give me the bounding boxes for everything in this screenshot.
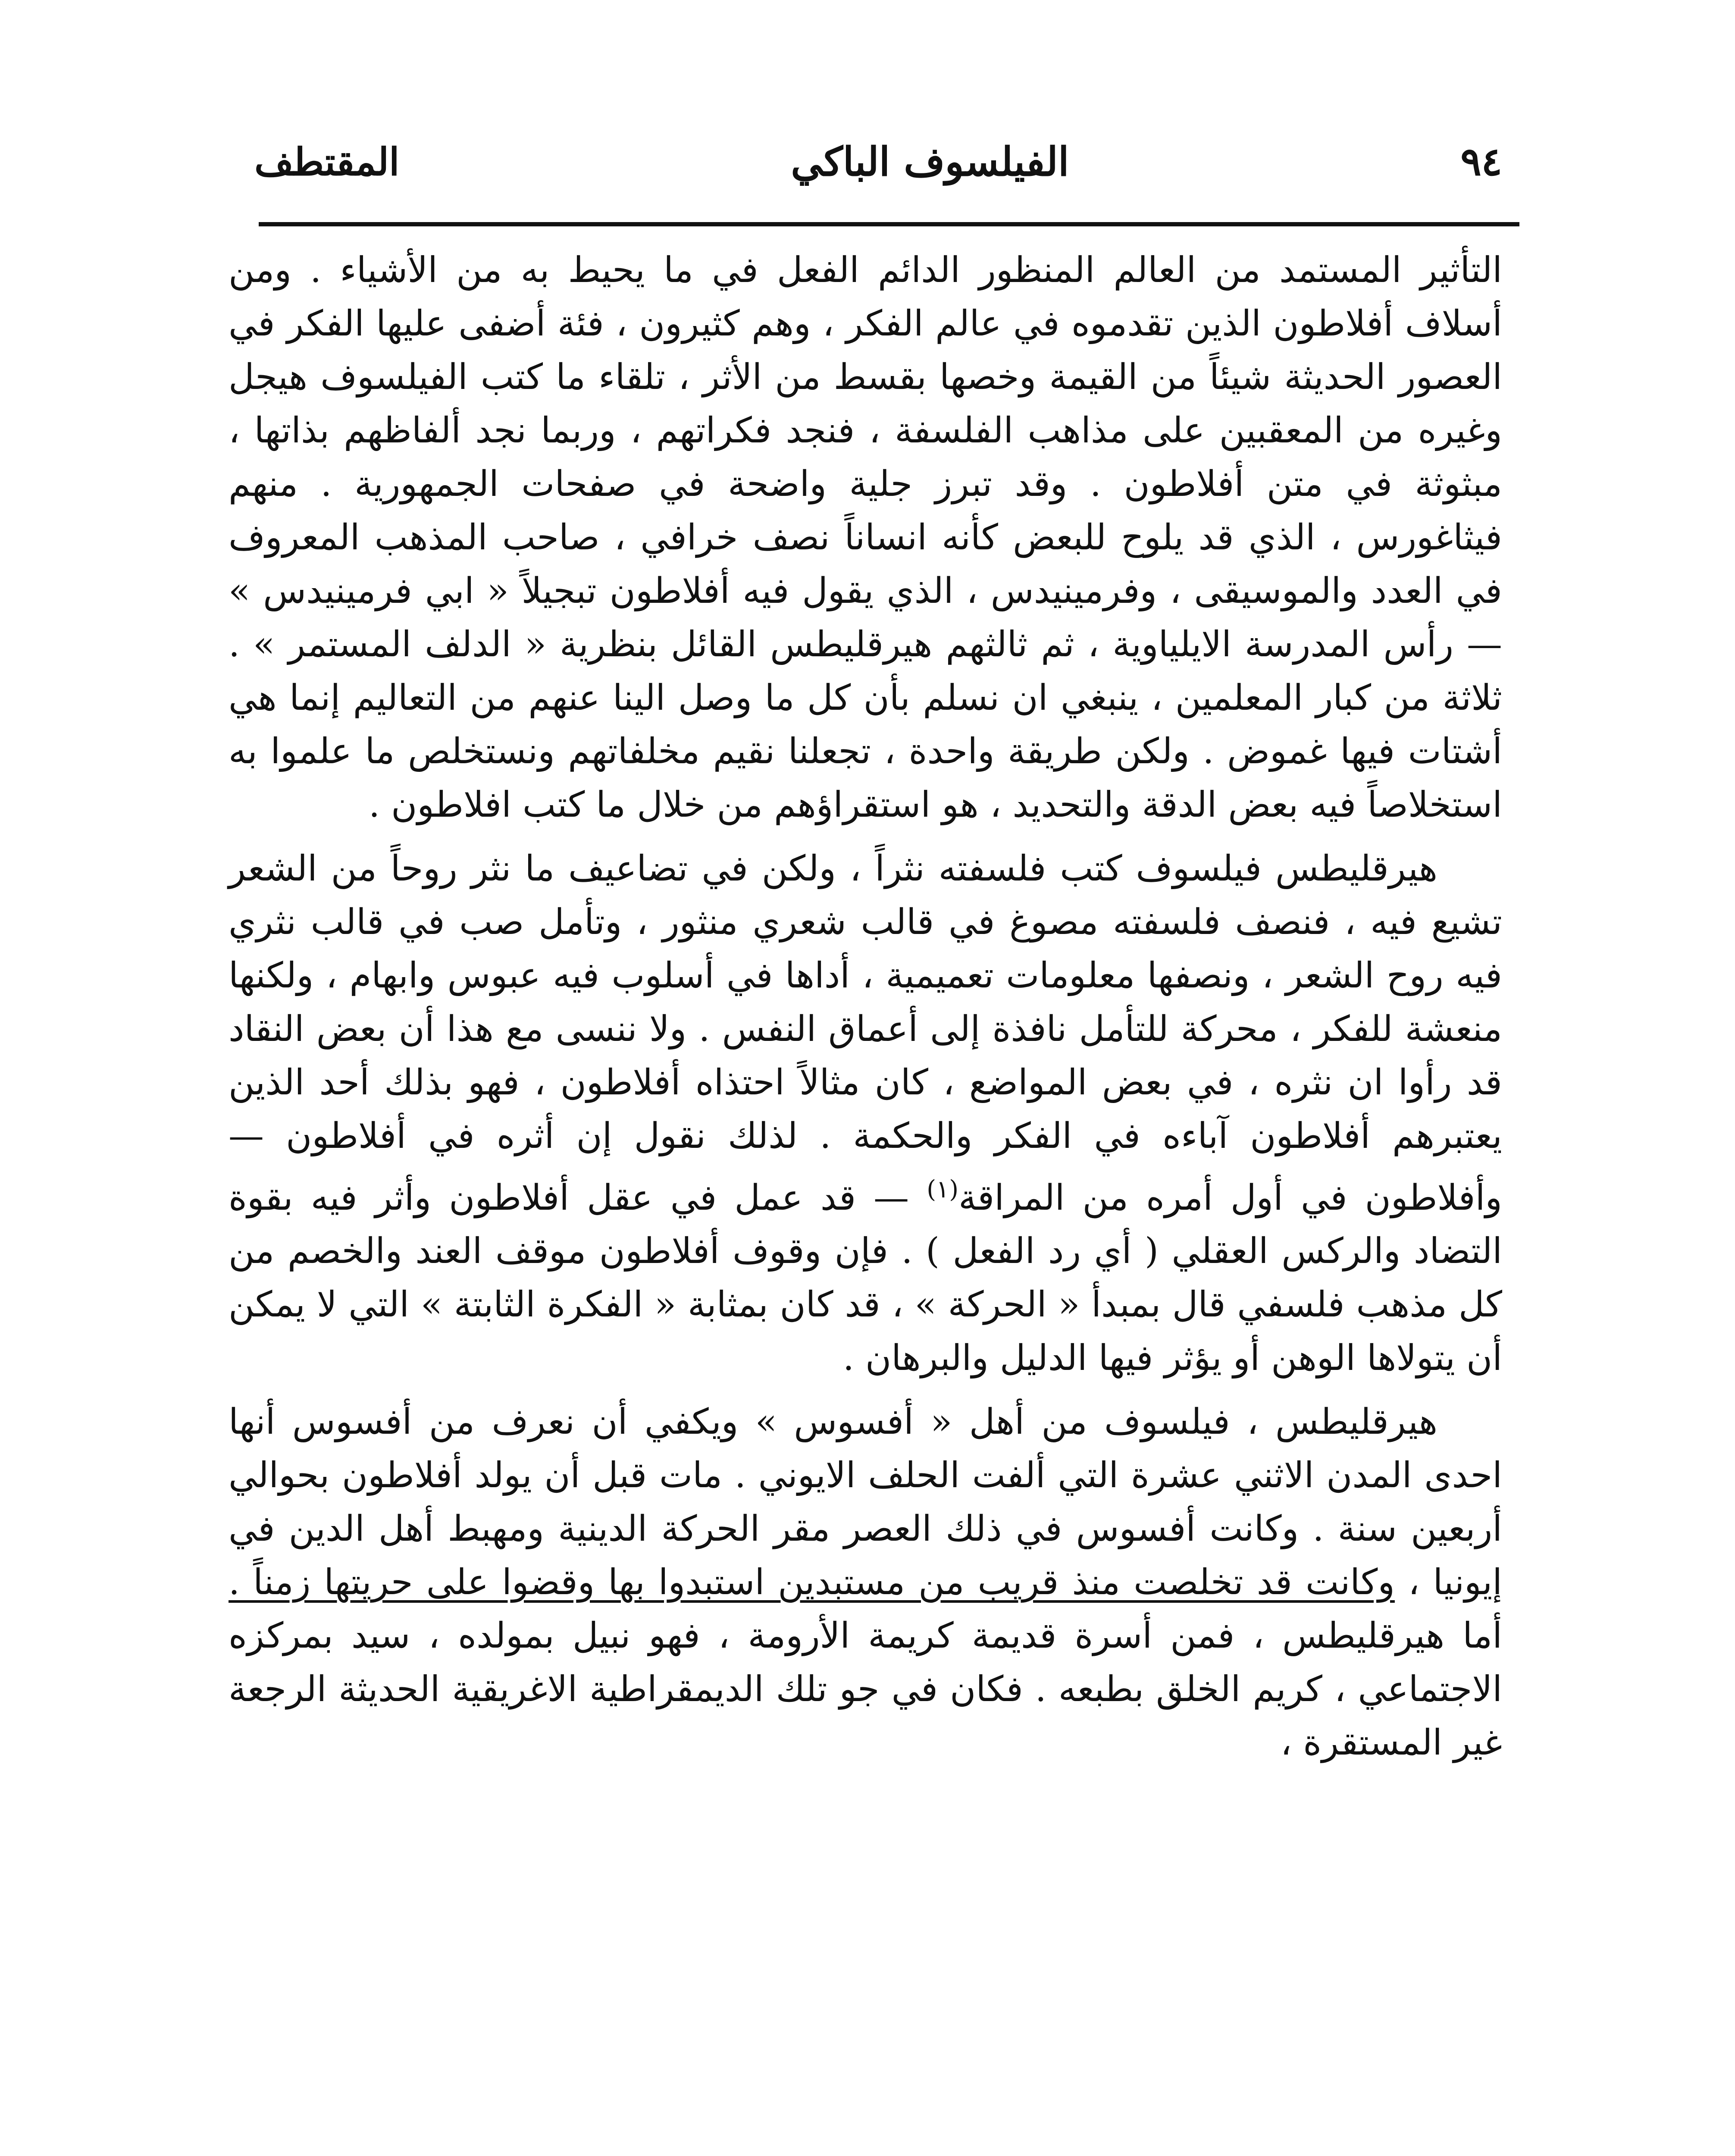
footnote-reference: (١): [927, 1175, 959, 1203]
paragraph-3: [229, 1395, 1502, 1770]
underlined-sentence: وكانت قد تخلصت منذ قريب من مستبدين استبدوا بها وقضوا على حريتها زمناً .: [229, 1562, 1395, 1603]
page-number: ٩٤: [1460, 139, 1502, 185]
running-title: الفيلسوف الباكي: [791, 138, 1069, 185]
paragraph-3-text: هيرقليطس ، فيلسوف من أهل « أفسوس » ويكفي أن نعرف من أفسوس أنها احدى المدن الاثني عشرة التي ألفت الحلف الايوني . مات قبل أن يولد أفلاطون بحوالي أربعين سنة . وكانت أفسوس في ذلك العصر مقر الحركة الدينية ومهبط أهل الدين في إيونيا ،: [229, 1401, 1502, 1603]
article-body: [229, 244, 1502, 1770]
journal-name: المقتطف: [254, 139, 400, 184]
paragraph-3-continuation: أما هيرقليطس ، فمن أسرة قديمة كريمة الأرومة ، فهو نبيل بمولده ، سيد بمركزه الاجتماعي ، كريم الخلق بطبعه . فكان في جو تلك الديمقراطية الاغريقية الحديثة الرجعة غير المستقرة ،: [229, 1615, 1502, 1764]
header-rule: [259, 222, 1519, 226]
paragraph-2-text: هيرقليطس فيلسوف كتب فلسفته نثراً ، ولكن في تضاعيف ما نثر روحاً من الشعر تشيع فيه ، فنصف فلسفته مصوغ في قالب شعري منثور ، وتأمل صب في قالب نثري فيه روح الشعر ، ونصفها معلومات تعميمية ، أداها في أسلوب فيه عبوس وابهام ، ولكنها منعشة للفكر ، محركة للتأمل نافذة إلى أعماق النفس . ولا ننسى مع هذا أن بعض النقاد قد رأوا ان نثره ، في بعض المواضع ، كان مثالاً احتذاه أفلاطون ، فهو بذلك أحد الذين يعتبرهم أفلاطون آباءه في الفكر والحكمة . لذلك نقول إن أثره في أفلاطون — وأفلاطون في أول أمره من المراقة: [229, 848, 1502, 1219]
paragraph-2-continuation: — قد عمل في عقل أفلاطون وأثر فيه بقوة التضاد والركس العقلي ( أي رد الفعل ) . فإن وقوف أفلاطون موقف العند والخصم من كل مذهب فلسفي قال بمبدأ « الحركة » ، قد كان بمثابة « الفكرة الثابتة » التي لا يمكن أن يتولاها الوهن أو يؤثر فيها الدليل والبرهان .: [229, 1177, 1502, 1379]
paragraph-1: التأثير المستمد من العالم المنظور الدائم الفعل في ما يحيط به من الأشياء . ومن أسلاف أفلاطون الذين تقدموه في عالم الفكر ، وهم كثيرون ، فئة أضفى عليها الفكر في العصور الحديثة شيئاً من القيمة وخصها بقسط من الأثر ، تلقاء ما كتب الفيلسوف هيجل وغيره من المعقبين على مذاهب الفلسفة ، فنجد فكراتهم ، وربما نجد ألفاظهم بذاتها ، مبثوثة في متن أفلاطون . وقد تبرز جلية واضحة في صفحات الجمهورية . منهم فيثاغورس ، الذي قد يلوح للبعض كأنه انساناً نصف خرافي ، صاحب المذهب المعروف في العدد والموسيقى ، وفرمينيدس ، الذي يقول فيه أفلاطون تبجيلاً « ابي فرمينيدس » — رأس المدرسة الايلياوية ، ثم ثالثهم هيرقليطس القائل بنظرية « الدلف المستمر » . ثلاثة من كبار المعلمين ، ينبغي ان نسلم بأن كل ما وصل الينا عنهم من التعاليم إنما هي أشتات فيها غموض . ولكن طريقة واحدة ، تجعلنا نقيم مخلفاتهم ونستخلص ما علموا به استخلاصاً فيه بعض الدقة والتحديد ، هو استقراؤهم من خلال ما كتب افلاطون .: [229, 250, 1503, 825]
page-header: [254, 129, 1502, 194]
paragraph-2: [229, 842, 1502, 1385]
